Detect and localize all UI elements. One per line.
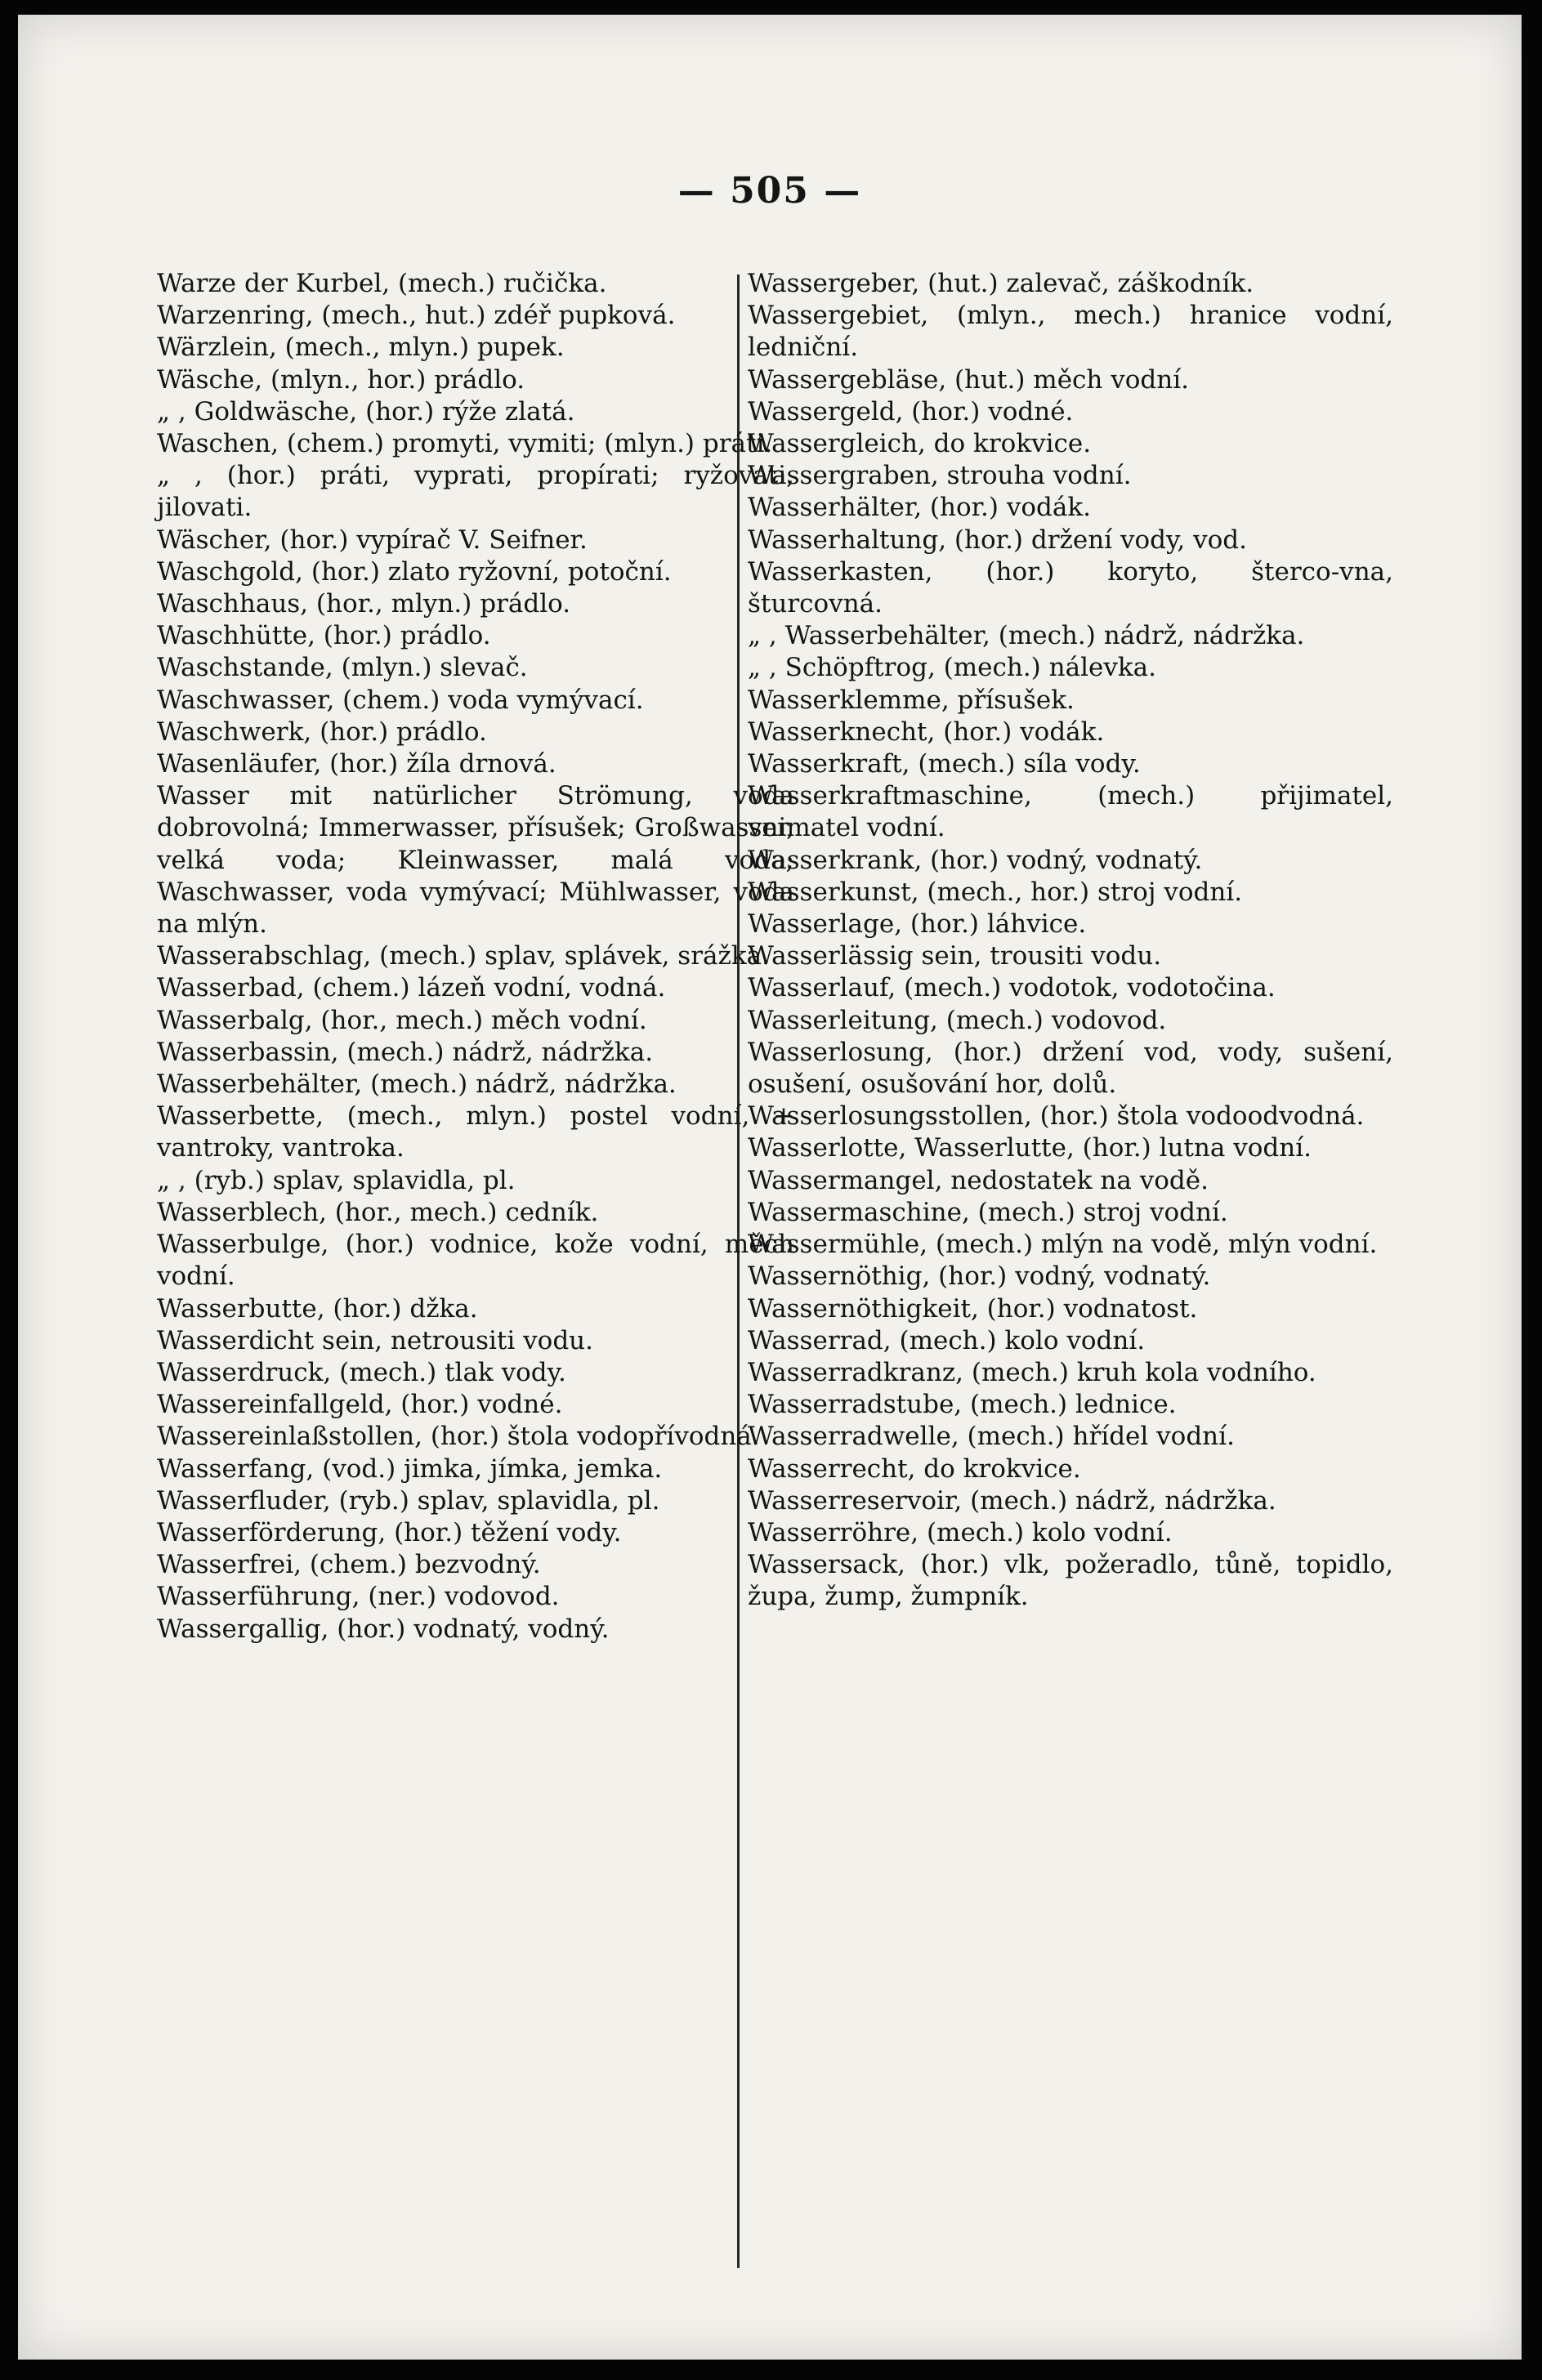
dictionary-entry: Waschwerk, (hor.) prádlo. [157, 717, 487, 747]
dictionary-entry: Wasserbette, (mech., mlyn.) postel vodní, + vantroky, vantroka. [157, 1101, 794, 1163]
dictionary-entry: Wasserabschlag, (mech.) splav, splávek, srážka. [157, 941, 770, 971]
dictionary-entry: Wäsche, (mlyn., hor.) prádlo. [157, 364, 525, 395]
dictionary-entry: Wassernöthigkeit, (hor.) vodnatost. [748, 1293, 1198, 1324]
dictionary-entry: Wassergleich, do krokvice. [748, 429, 1092, 459]
dictionary-entry: Wasserfang, (vod.) jimka, jímka, jemka. [157, 1453, 663, 1484]
dictionary-entry: Wasserführung, (ner.) vodovod. [157, 1582, 560, 1612]
dictionary-entry: „ , (hor.) práti, vyprati, propírati; ryžovati, jilovati. [157, 461, 794, 523]
dictionary-entry: Wasserfrei, (chem.) bezvodný. [157, 1550, 541, 1580]
dictionary-entry: Wassermühle, (mech.) mlýn na vodě, mlýn vodní. [748, 1230, 1378, 1260]
right-column [748, 268, 1393, 1614]
dictionary-entry: Wasserkraft, (mech.) síla vody. [748, 749, 1141, 779]
dictionary-entry: Waschen, (chem.) promyti, vymiti; (mlyn.) práti. [157, 429, 773, 459]
left-column [157, 268, 794, 1645]
dictionary-entry: Wasserbehälter, (mech.) nádrž, nádržka. [157, 1069, 677, 1100]
dictionary-entry: Wasserreservoir, (mech.) nádrž, nádržka. [748, 1485, 1276, 1516]
dictionary-entry: Wassergeld, (hor.) vodné. [748, 396, 1074, 426]
dictionary-entry: Wasserrecht, do krokvice. [748, 1453, 1081, 1484]
dictionary-entry: Warze der Kurbel, (mech.) ručička. [157, 269, 607, 298]
dictionary-entry: Waschhaus, (hor., mlyn.) prádlo. [157, 589, 571, 619]
dictionary-entry: Wassereinlaßstollen, (hor.) štola vodopřívodná. [157, 1422, 760, 1452]
dictionary-entry: Wasserlosung, (hor.) držení vod, vody, sušení, osušení, osušování hor, dolů. [748, 1037, 1393, 1100]
dictionary-entry: Wäscher, (hor.) vypírač V. Seifner. [157, 525, 588, 555]
dictionary-entry: Wasserklemme, přísušek. [748, 685, 1075, 715]
dictionary-entry: Waschstande, (mlyn.) slevač. [157, 653, 528, 683]
dictionary-entry: Wasserröhre, (mech.) kolo vodní. [748, 1517, 1173, 1547]
dictionary-entry: Wasserkunst, (mech., hor.) stroj vodní. [748, 877, 1243, 907]
dictionary-entry: Wasserlage, (hor.) láhvice. [748, 909, 1087, 940]
dictionary-entry: Wasserbutte, (hor.) džka. [157, 1293, 478, 1324]
dictionary-entry: Wasserförderung, (hor.) těžení vody. [157, 1517, 622, 1547]
dictionary-entry: Wasserleitung, (mech.) vodovod. [748, 1005, 1167, 1035]
dictionary-entry: Wassernöthig, (hor.) vodný, vodnatý. [748, 1261, 1211, 1292]
dictionary-entry: Wassergeber, (hut.) zalevač, záškodník. [748, 269, 1254, 298]
dictionary-entry: Wassermangel, nedostatek na vodě. [748, 1165, 1209, 1195]
dictionary-entry: Wasserlotte, Wasserlutte, (hor.) lutna vodní. [748, 1133, 1312, 1163]
dictionary-entry: Wasserbulge, (hor.) vodnice, kože vodní, měch vodní. [157, 1230, 794, 1292]
dictionary-entry: „ , Schöpftrog, (mech.) nálevka. [748, 653, 1156, 683]
dictionary-entry: Wasserlauf, (mech.) vodotok, vodotočina. [748, 973, 1276, 1003]
dictionary-entry: Wasserdruck, (mech.) tlak vody. [157, 1357, 566, 1387]
dictionary-entry: Wassergebläse, (hut.) měch vodní. [748, 364, 1189, 395]
dictionary-entry: Wasserlässig sein, trousiti vodu. [748, 941, 1162, 971]
dictionary-entry: Wasserrad, (mech.) kolo vodní. [748, 1325, 1146, 1355]
dictionary-entry: Wasserkraftmaschine, (mech.) přijimatel, vnimatel vodní. [748, 781, 1393, 843]
dictionary-entry: Wasser mit natürlicher Strömung, voda dobrovolná; Immerwasser, přísušek; Großwasser, velká voda; Kleinwasser, malá voda; Waschwasser, voda vymývací; Mühlwasser, voda na mlýn. [157, 781, 794, 940]
dictionary-entry: Wasenläufer, (hor.) žíla drnová. [157, 749, 556, 779]
dictionary-entry: „ , Wasserbehälter, (mech.) nádrž, nádržka. [748, 621, 1305, 651]
dictionary-entry: Wasserkasten, (hor.) koryto, šterco-vna, šturcovná. [748, 556, 1393, 619]
dictionary-entry: Wasserradstube, (mech.) lednice. [748, 1390, 1177, 1420]
dictionary-entry: Waschgold, (hor.) zlato ryžovní, potoční. [157, 556, 672, 587]
dictionary-entry: Waschwasser, (chem.) voda vymývací. [157, 685, 644, 715]
dictionary-entry: Wasserbad, (chem.) lázeň vodní, vodná. [157, 973, 666, 1003]
dictionary-entry: Wasserknecht, (hor.) vodák. [748, 717, 1105, 747]
page-number: — 505 — [677, 170, 862, 212]
dictionary-entry: Wasserdicht sein, netrousiti vodu. [157, 1325, 593, 1355]
dictionary-entry: Wasserhaltung, (hor.) držení vody, vod. [748, 525, 1247, 555]
dictionary-entry: Waschhütte, (hor.) prádlo. [157, 621, 491, 651]
dictionary-entry: Wasserblech, (hor., mech.) cedník. [157, 1197, 599, 1227]
dictionary-entry: Wasserfluder, (ryb.) splav, splavidla, pl. [157, 1485, 660, 1516]
dictionary-entry: Wasserbassin, (mech.) nádrž, nádržka. [157, 1037, 654, 1067]
dictionary-entry: Wasserbalg, (hor., mech.) měch vodní. [157, 1005, 647, 1035]
dictionary-entry: Wassersack, (hor.) vlk, požeradlo, tůně, topidlo, župa, žump, žumpník. [748, 1550, 1393, 1612]
dictionary-entry: Wassergebiet, (mlyn., mech.) hranice vodní, ledniční. [748, 301, 1393, 363]
dictionary-entry: „ , (ryb.) splav, splavidla, pl. [157, 1165, 516, 1195]
dictionary-entry: Wasserradkranz, (mech.) kruh kola vodního. [748, 1357, 1316, 1387]
dictionary-entry: Wassergraben, strouha vodní. [748, 461, 1132, 491]
dictionary-entry: Wasserhälter, (hor.) vodák. [748, 493, 1091, 523]
dictionary-entry: Wasserkrank, (hor.) vodný, vodnatý. [748, 845, 1203, 875]
dictionary-entry: Wasserlosungsstollen, (hor.) štola vodoodvodná. [748, 1101, 1365, 1132]
dictionary-entry: Wassereinfallgeld, (hor.) vodné. [157, 1390, 563, 1420]
dictionary-entry: Wassergallig, (hor.) vodnatý, vodný. [157, 1614, 610, 1644]
dictionary-entry: Wassermaschine, (mech.) stroj vodní. [748, 1197, 1228, 1227]
dictionary-entry: „ , Goldwäsche, (hor.) rýže zlatá. [157, 396, 575, 426]
dictionary-entry: Wasserradwelle, (mech.) hřídel vodní. [748, 1422, 1235, 1452]
dictionary-page [18, 15, 1522, 2360]
dictionary-entry: Warzenring, (mech., hut.) zdéř pupková. [157, 301, 676, 331]
dictionary-entry: Wärzlein, (mech., mlyn.) pupek. [157, 333, 565, 363]
